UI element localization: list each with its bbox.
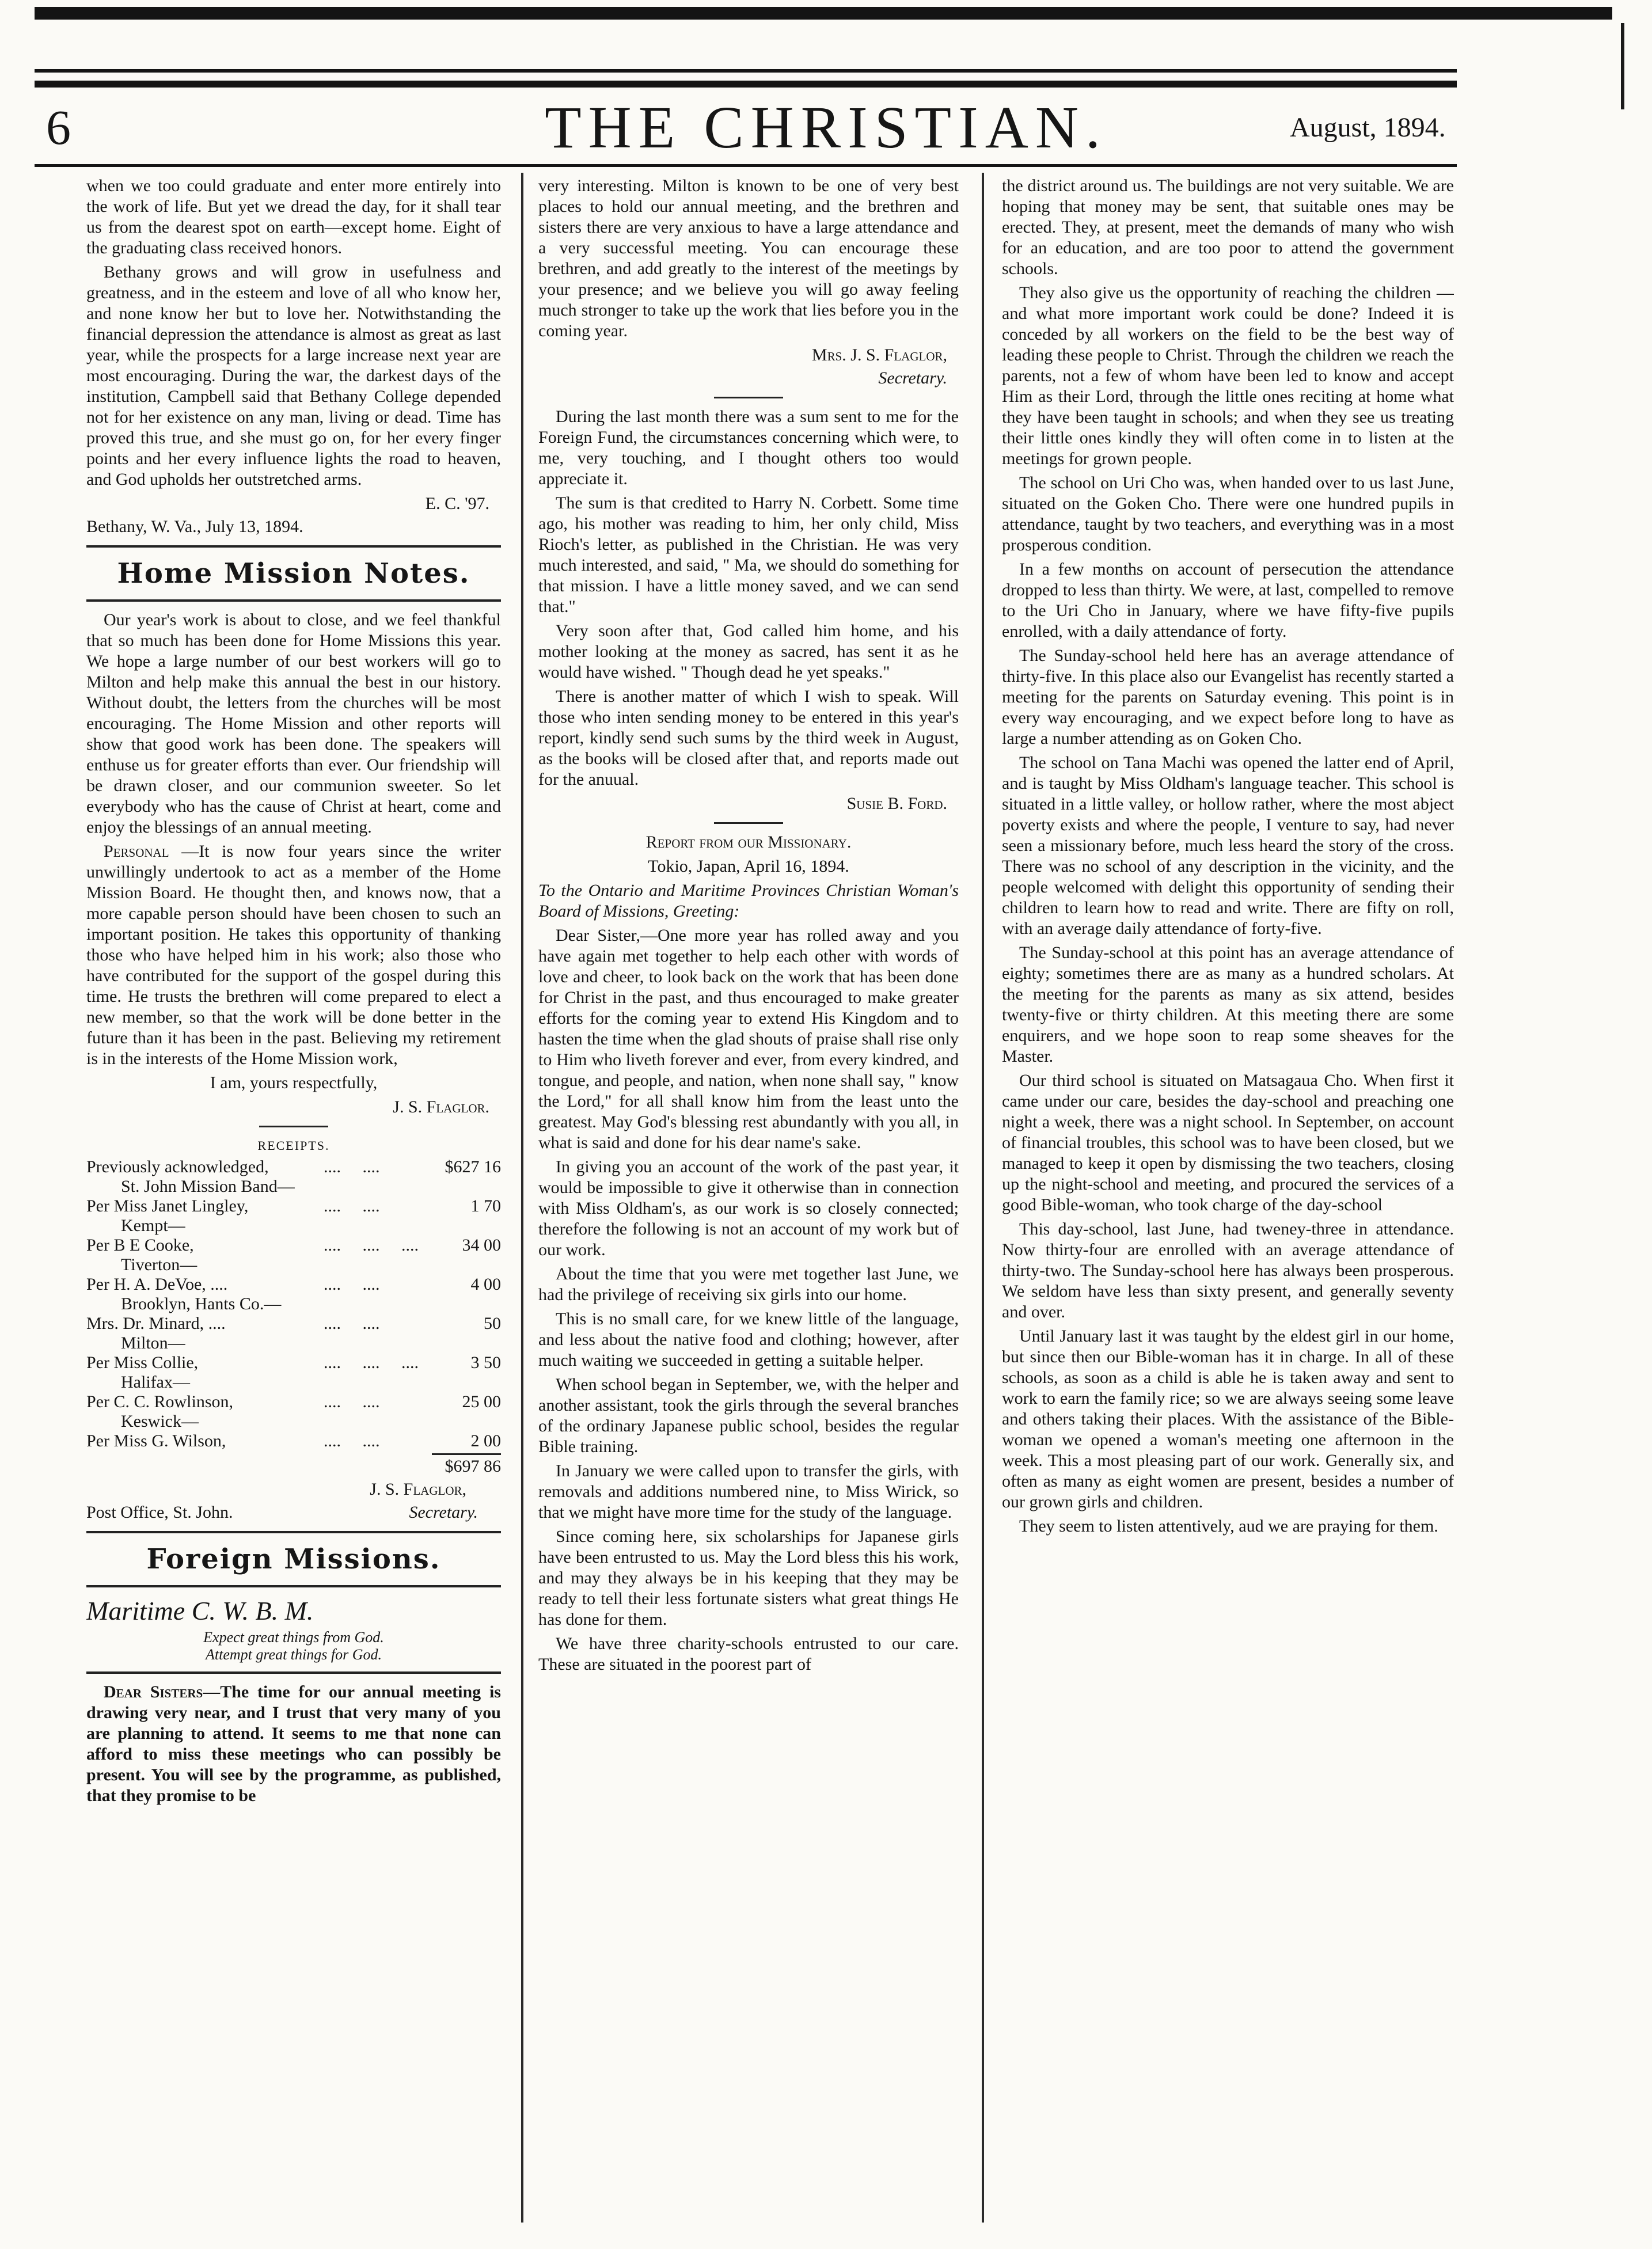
receipt-leader: .... .... .... — [324, 1353, 419, 1372]
column-3 — [1002, 176, 1454, 2228]
praying-paragraph: They seem to listen attentively, aud we are praying for them. — [1019, 1517, 1438, 1536]
persecution-paragraph: In a few months on account of persecution the attendance dropped to less than thirty. We were, at last, compelled to remove to the Uri Cho in January, where we have fifty-five pupils enrolled, with a daily attendance of forty. — [1002, 560, 1454, 641]
report-paragraph-1: Dear Sister,—One more year has rolled away and you have again met together to help each other with words of love and cheer, to look back on the work that has been done for Christ in the past, and thus encouraged to make greater efforts for the coming year to extend His Kingdom and to hasten the time when the glad shouts of praise shall rise only to Him who liveth forever and ever, from every kindred, and tongue, and people, and nation, when none shall say, " know the Lord," for all shall know him from the least unto the greatest. May God's blessing rest abundantly with you all, in what is said and done for his dear name's sake. — [538, 926, 959, 1152]
receipts-role: Secretary. — [409, 1503, 478, 1522]
receipt-amount: 4 00 — [470, 1275, 501, 1294]
home-mission-heading: Home Mission Notes. — [117, 557, 470, 590]
receipt-leader — [324, 1294, 432, 1314]
masthead-title: THE CHRISTIAN. — [545, 94, 1107, 161]
section-rule — [86, 545, 501, 548]
header-rule-lower — [35, 164, 1457, 167]
receipt-label: Kempt— — [121, 1216, 185, 1235]
tana-machi-paragraph: The school on Tana Machi was opened the latter end of April, and is taught by Miss Oldham's language teacher. This school is situated in a little valley, or hollow rather, where the most abject poverty exists and where the people, I venture to say, had never seen a missionary before, much less heard the story of the cross. There was no school of any description in the vicinity, and the people welcomed with delight this opportunity of sending their children to learn how to read and write. There are fifty on roll, with an average daily attendance of forty-five. — [1002, 753, 1454, 938]
meeting-paragraph: very interesting. Milton is known to be one of very best places to hold our annual meeting, and the brethren and sisters there are very anxious to have a large attendance and a very successful meeting. You can encourage these brethren, and add greatly to the interest of the meetings by your presence; and we believe you will go away feeling much stronger to take up the work that lies before you in the coming year. — [538, 176, 959, 340]
top-border-rule — [35, 7, 1612, 20]
maritime-heading: Maritime C. W. B. M. — [86, 1596, 314, 1625]
home-mission-paragraph: Our year's work is about to close, and we feel thankful that so much has been done for Home Missions this year. We hope a large number of our best workers will go to Milton and help make this annual the best in our history. Without doubt, the letters from the churches will be most encouraging. The Home Mission and other reports will show that good work has been done. The speakers will enthuse us for greater efforts than ever. Our friendship will be drawn closer, and our communion sweeter. So let everybody who has the cause of Christ at heart, come and enjoy the blessings of an annual meeting. — [86, 610, 501, 837]
receipt-leader: .... .... — [324, 1431, 380, 1450]
called-home-paragraph: Very soon after that, God called him home, and his mother looking at the money as sacred, has sent it as he would have wished. " Though dead he yet speaks." — [538, 621, 959, 682]
third-school-paragraph: Our third school is situated on Matsagaua Cho. When first it came under our care, besides the day-school and preaching one night a week, there was a night school. In September, on account of financial troubles, this school was to have been closed, but we managed to keep it open by dismissing the two teachers, closing up the night-school and meeting, and procured the services of a good Bible-woman, who took charge of the day-school — [1002, 1071, 1454, 1214]
receipt-amount — [432, 1177, 501, 1196]
bethany-place-date: Bethany, W. Va., July 13, 1894. — [86, 517, 303, 536]
foreign-fund-paragraph: During the last month there was a sum sent to me for the Foreign Fund, the circumstances concerning which were, to me, very touching, and I thought others too would appreciate it. — [538, 407, 959, 488]
receipts-signature: J. S. Flaglor, — [370, 1480, 466, 1499]
receipts-footer — [86, 1502, 501, 1523]
receipt-row — [86, 1294, 501, 1314]
section-rule — [86, 1585, 501, 1587]
schools-paragraph-2: They also give us the opportunity of reaching the children — and what more important work could be done? Indeed it is conceded by all workers on the field to be the best way of leading these people to Christ. Through the children we reach the parents, not a few of whom have been led to know and accept Him as their Lord, through the little ones reciting at home what they have been taught in schools; and when they see us treating their little ones kindly they will often come in to listen at the meetings for grown people. — [1002, 283, 1454, 468]
receipt-row — [86, 1431, 501, 1451]
day-school-paragraph: This day-school, last June, had tweney-three in attendance. Now thirty-four are enrolled with an average attendance of thirty-two. The Sunday-school here has always been prosperous. We seldom have less than sixty present, and generally seventy and over. — [1002, 1220, 1454, 1321]
secretary-role: Secretary. — [878, 368, 947, 388]
receipt-row — [86, 1216, 501, 1236]
personal-text: —It is now four years since the writer unwillingly undertook to act as a member of the Home Mission Board. He thought then, and knows now, that a more capable person should have been chosen to such an important position. He takes this opportunity of thanking those who have helped him in his work; also those who have contributed for the support of the gospel during this time. He trusts the brethren will come prepared to elect a new member, so that the work will be done better in the future than it has been in the past. Believing my retirement is in the interests of the Home Mission work, — [86, 842, 501, 1068]
receipt-row — [86, 1373, 501, 1392]
column-2 — [538, 176, 959, 2228]
dear-sisters-paragraph — [86, 1682, 501, 1806]
receipt-amount: $627 16 — [445, 1157, 501, 1176]
receipt-leader: .... .... .... — [324, 1236, 419, 1255]
personal-label: Personal — [104, 842, 169, 861]
section-rule — [86, 1531, 501, 1533]
receipt-amount — [432, 1255, 501, 1275]
receipt-row — [86, 1334, 501, 1353]
receipt-leader — [324, 1216, 432, 1236]
report-deadline-paragraph: There is another matter of which I wish to speak. Will those who inten sending money to be entered in this year's report, kindly send such sums by the third week in August, as the books will be closed after that, and reports made out for the anuual. — [538, 687, 959, 789]
report-heading: Report from our Missionary. — [645, 833, 852, 852]
receipt-label: St. John Mission Band— — [121, 1177, 295, 1196]
header-rule-upper — [35, 69, 1457, 73]
bethany-signature: E. C. '97. — [425, 494, 489, 513]
short-rule — [259, 1126, 328, 1127]
closing-line: I am, yours respectfully, — [210, 1073, 378, 1092]
receipt-leader: .... .... — [324, 1196, 380, 1215]
motto-line-2: Attempt great things for God. — [206, 1646, 382, 1663]
receipt-row — [86, 1196, 501, 1216]
report-paragraph-2: In giving you an account of the work of the past year, it would be impossible to give it otherwise than in connection with Miss Oldham's, as our work is so closely connected; therefore the following is not an account of my work but of our work. — [538, 1157, 959, 1259]
receipts-table — [86, 1157, 501, 1451]
header-rule-thick — [35, 81, 1457, 88]
receipt-leader — [324, 1373, 432, 1392]
receipt-amount — [432, 1334, 501, 1353]
personal-paragraph — [86, 841, 501, 1069]
dear-sisters-text: —The time for our annual meeting is drawing very near, and I trust that very many of you are planning to attend. It seems to me that none can afford to miss these meetings who can possibly be present. You will see by the programme, as published, that they promise to be — [86, 1682, 501, 1805]
receipt-amount: 3 50 — [470, 1353, 501, 1372]
section-rule — [86, 599, 501, 602]
receipt-amount — [432, 1216, 501, 1236]
receipt-row — [86, 1275, 501, 1294]
receipt-label: Mrs. Dr. Minard, .... — [86, 1314, 226, 1333]
short-rule — [714, 822, 783, 824]
section-rule — [86, 1671, 501, 1674]
receipt-label: Milton— — [121, 1334, 185, 1353]
receipt-leader: .... .... — [324, 1314, 380, 1333]
corbett-paragraph: The sum is that credited to Harry N. Corbett. Some time ago, his mother was reading to him, her only child, Miss Rioch's letter, as published in the Christian. He was very much interested, and said, " Ma, we should do something for that mission. I have a little money saved, and we can send that." — [538, 493, 959, 616]
total-rule — [432, 1453, 501, 1455]
receipts-total: $697 86 — [445, 1457, 501, 1476]
receipts-title: RECEIPTS. — [257, 1138, 330, 1153]
receipt-row — [86, 1177, 501, 1196]
column-divider-1 — [521, 173, 523, 2223]
receipt-amount: 50 — [484, 1314, 501, 1333]
receipt-label: Brooklyn, Hants Co.— — [121, 1294, 282, 1313]
uri-cho-paragraph: The school on Uri Cho was, when handed over to us last June, situated on the Goken Cho. There were one hundred pupils in attendance, taught by two teachers, and everything was in a most prosperous condition. — [1002, 473, 1454, 554]
receipt-row — [86, 1412, 501, 1431]
receipt-label: Previously acknowledged, — [86, 1157, 269, 1176]
bethany-paragraph-2: Bethany grows and will grow in usefulness and greatness, and in the esteem and love of all who know her, and none know her but to love her. Notwithstanding the financial depression the attendance is almost as great as last year, while the prospects for a large increase next year are most encouraging. During the war, the darkest days of the institution, Campbell said that Bethany College depended not for her existence on any man, living or dead. Time has proved this true, and she must go on, for her every finger points and her every influence lights the road to heaven, and God upholds her outstretched arms. — [86, 263, 501, 489]
receipt-amount: 2 00 — [470, 1431, 501, 1450]
receipt-row — [86, 1353, 501, 1373]
receipt-amount: 34 00 — [462, 1236, 501, 1255]
page-number: 6 — [46, 100, 71, 155]
short-rule — [714, 397, 783, 398]
issue-date: August, 1894. — [1290, 112, 1446, 143]
receipt-amount: 1 70 — [470, 1196, 501, 1215]
report-paragraph-4: This is no small care, for we knew little of the language, and less about the native food and clothing; however, after much waiting we succeeded in getting a suitable helper. — [538, 1309, 959, 1370]
receipt-row — [86, 1236, 501, 1255]
receipt-leader: .... .... — [324, 1392, 380, 1411]
report-dateline: Tokio, Japan, April 16, 1894. — [648, 857, 849, 876]
receipt-leader — [324, 1255, 432, 1275]
secretary-signature: Mrs. J. S. Flaglor, — [811, 345, 947, 364]
receipt-row — [86, 1255, 501, 1275]
bethany-paragraph-1: when we too could graduate and enter more entirely into the work of life. But yet we dread the day, for it shall tear us from the dearest spot on earth—except home. Eight of the graduating class received honors. — [86, 176, 501, 257]
receipt-label: Halifax— — [121, 1373, 190, 1392]
receipt-leader — [324, 1334, 432, 1353]
receipt-label: Per Miss G. Wilson, — [86, 1431, 226, 1450]
receipt-label: Per Miss Janet Lingley, — [86, 1196, 249, 1215]
receipt-row — [86, 1392, 501, 1412]
report-paragraph-6: In January we were called upon to transfer the girls, with removals and additions numbered nine, to Miss Wirick, so that we might have more time for the study of the language. — [538, 1461, 959, 1522]
receipt-leader — [324, 1412, 432, 1431]
motto-line-1: Expect great things from God. — [203, 1629, 384, 1646]
sunday-school-paragraph-2: The Sunday-school at this point has an average attendance of eighty; sometimes there are as many as a hundred scholars. At the meeting for the parents as many as six attend, besides twenty-five or thirty children. At this meeting there are some enquirers, and we hope soon to reap some sheaves for the Master. — [1002, 943, 1454, 1066]
receipt-amount: 25 00 — [462, 1392, 501, 1411]
receipt-leader: .... .... — [324, 1157, 380, 1176]
receipt-amount — [432, 1373, 501, 1392]
receipt-label: Keswick— — [121, 1412, 199, 1431]
ford-signature: Susie B. Ford. — [846, 794, 947, 813]
receipt-label: Per B E Cooke, — [86, 1236, 194, 1255]
receipt-label: Per H. A. DeVoe, .... — [86, 1275, 228, 1294]
column-1 — [86, 176, 501, 2228]
receipt-amount — [432, 1412, 501, 1431]
report-salutation: To the Ontario and Maritime Provinces Christian Woman's Board of Missions, Greeting: — [538, 881, 959, 921]
receipts-office: Post Office, St. John. — [86, 1503, 233, 1522]
receipt-leader — [324, 1177, 432, 1196]
edge-mark — [1621, 23, 1624, 109]
report-paragraph-8: We have three charity-schools entrusted to our care. These are situated in the poorest part of — [538, 1634, 959, 1674]
receipt-row — [86, 1314, 501, 1334]
receipt-amount — [432, 1294, 501, 1314]
report-paragraph-5: When school began in September, we, with the helper and another assistant, took the girls through the several branches of the ordinary Japanese public school, besides the regular Bible training. — [538, 1375, 959, 1456]
closing-signature: J. S. Flaglor. — [393, 1097, 489, 1116]
receipt-row — [86, 1157, 501, 1177]
sunday-school-paragraph-1: The Sunday-school held here has an average attendance of thirty-five. In this place also our Evangelist has recently started a meeting for the parents on Saturday evening. This point is in every way encouraging, and we expect before long to have as large a number attending as on Goken Cho. — [1002, 646, 1454, 748]
receipt-label: Per Miss Collie, — [86, 1353, 199, 1372]
report-paragraph-3: About the time that you were met together last June, we had the privilege of receiving six girls into our home. — [538, 1264, 959, 1304]
receipt-label: Tiverton— — [121, 1255, 198, 1274]
column-divider-2 — [982, 173, 984, 2223]
receipt-leader: .... .... — [324, 1275, 380, 1294]
schools-paragraph-1: the district around us. The buildings are not very suitable. We are hoping that money may be sent, that suitable ones may be erected. They, at present, meet the demands of many who wish for an education, and are too poor to attend the government schools. — [1002, 176, 1454, 278]
dear-sisters-label: Dear Sisters — [104, 1682, 203, 1701]
receipt-label: Per C. C. Rowlinson, — [86, 1392, 234, 1411]
report-paragraph-7: Since coming here, six scholarships for Japanese girls have been entrusted to us. May the Lord bless this his work, and may they always be in his keeping that they may be ready to tell their less fortunate sisters what great things He has done for them. — [538, 1527, 959, 1629]
bible-woman-paragraph: Until January last it was taught by the eldest girl in our home, but since then our Bible-woman has it in charge. In all of these schools, as soon as a child is able he is taken away and sent to work to earn the family rice; so we are always seeing some leave and others taking their places. With the assistance of the Bible-woman we opened a woman's meeting one afternoon in the week. This a most pleasing part of our work. Generally six, and often as many as eight women are present, besides a number of our grown girls and children. — [1002, 1327, 1454, 1511]
foreign-missions-heading: Foreign Missions. — [146, 1543, 441, 1575]
